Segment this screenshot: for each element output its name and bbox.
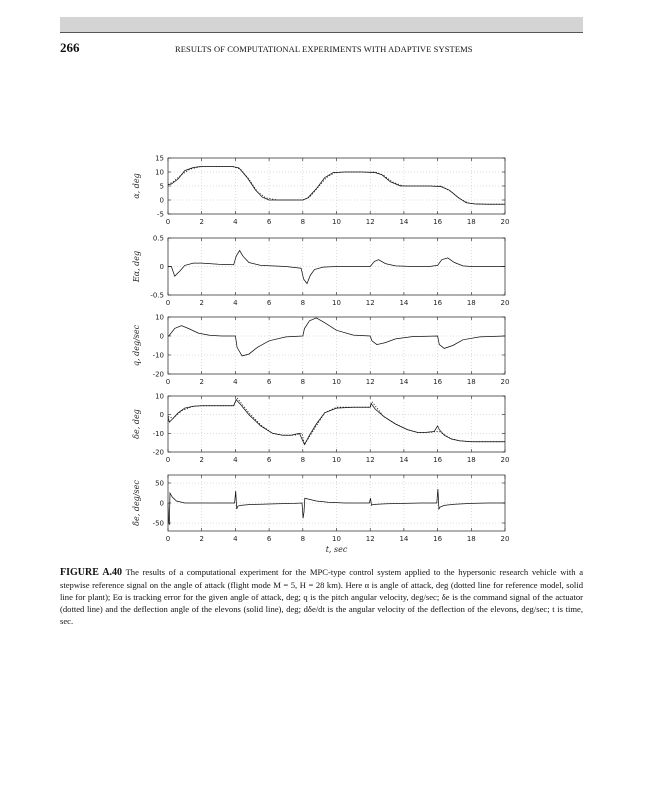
x-tick-label: 2 (199, 456, 204, 464)
x-tick-label: 8 (300, 535, 306, 543)
x-tick-label: 12 (365, 378, 375, 386)
x-tick-label: 10 (332, 535, 341, 543)
x-tick-label: 12 (365, 535, 375, 543)
x-tick-label: 2 (199, 535, 204, 543)
y-tick-label: -0.5 (150, 291, 164, 300)
y-axis-label: δ̇e, deg/sec (132, 480, 141, 526)
x-tick-label: 0 (165, 535, 171, 543)
x-tick-label: 16 (433, 378, 443, 386)
x-tick-label: 10 (332, 456, 341, 464)
x-tick-label: 6 (266, 218, 272, 226)
x-tick-label: 0 (165, 456, 171, 464)
y-axis-label: α, deg (132, 173, 141, 199)
x-tick-label: 2 (199, 378, 204, 386)
x-tick-label: 6 (266, 378, 272, 386)
x-tick-label: 14 (399, 378, 409, 386)
x-tick-label: 4 (233, 535, 238, 543)
caption-text: The results of a computational experiment for the MPC-type control system applied to the hypersonic research vehicle with a stepwise reference signal on the angle of attack (flight mode M = 5, H = 28 km). Here α is angle of attack, deg (dotted line for reference model, solid line for plant); Eα is tracking error for the given angle of attack, deg; q is the pitch angular velocity, deg/sec; δe is the command signal of the actuator (dotted line) and the deflection angle of the elevons (solid line), deg; dδe/dt is the angular velocity of the deflection of the elevons, deg/sec; t is time, sec. (60, 567, 584, 627)
x-tick-label: 12 (365, 218, 375, 226)
x-axis-label: t, sec (325, 545, 348, 554)
x-tick-label: 14 (399, 535, 409, 543)
x-tick-label: 14 (399, 218, 409, 226)
y-tick-label: -5 (157, 210, 164, 219)
y-tick-label: -10 (152, 429, 164, 438)
x-tick-label: 16 (433, 299, 443, 307)
y-tick-label: 0 (159, 263, 164, 271)
x-tick-label: 12 (365, 456, 375, 464)
x-tick-label: 6 (266, 535, 272, 543)
series-line-error (168, 251, 505, 284)
y-tick-label: 0.5 (152, 234, 164, 243)
x-tick-label: 12 (365, 299, 375, 307)
page-number: 266 (60, 40, 80, 55)
x-tick-label: 6 (266, 299, 272, 307)
x-tick-label: 14 (399, 456, 409, 464)
x-tick-label: 0 (165, 218, 171, 226)
y-axis-label: δe, deg (132, 409, 141, 439)
x-tick-label: 4 (233, 456, 238, 464)
y-tick-label: 15 (155, 154, 164, 163)
x-tick-label: 18 (466, 535, 476, 543)
x-tick-label: 10 (332, 378, 341, 386)
running-head: RESULTS OF COMPUTATIONAL EXPERIMENTS WITH ADAPTIVE SYSTEMS (175, 44, 473, 54)
y-tick-label: 10 (155, 168, 164, 177)
x-tick-label: 18 (466, 218, 476, 226)
x-tick-label: 20 (500, 535, 510, 543)
figure-caption (60, 566, 583, 627)
y-tick-label: -10 (152, 351, 164, 360)
x-tick-label: 2 (199, 218, 204, 226)
x-tick-label: 20 (500, 218, 510, 226)
x-tick-label: 16 (433, 218, 443, 226)
x-tick-label: 0 (165, 299, 171, 307)
y-axis-label: q, deg/sec (132, 324, 141, 367)
x-tick-label: 4 (233, 218, 238, 226)
x-tick-label: 2 (199, 299, 204, 307)
x-tick-label: 18 (466, 378, 476, 386)
y-tick-label: -20 (152, 370, 164, 379)
x-tick-label: 18 (466, 456, 476, 464)
x-tick-label: 0 (165, 378, 171, 386)
y-tick-label: 0 (159, 332, 164, 341)
series-line-command (168, 398, 505, 445)
x-tick-label: 18 (466, 299, 476, 307)
y-tick-label: 0 (159, 196, 164, 205)
x-tick-label: 16 (433, 535, 443, 543)
x-tick-label: 10 (332, 299, 341, 307)
y-tick-label: -50 (152, 519, 164, 528)
x-tick-label: 20 (500, 299, 510, 307)
y-tick-label: 5 (159, 182, 164, 191)
series-line-rate (168, 489, 505, 525)
caption-label: FIGURE A.40 (60, 567, 123, 578)
series-line-elevon (168, 400, 505, 445)
x-tick-label: 20 (500, 456, 510, 464)
y-axis-label: Eα, deg (132, 250, 141, 283)
x-tick-label: 4 (233, 378, 238, 386)
x-tick-label: 16 (433, 456, 443, 464)
x-tick-label: 10 (332, 218, 341, 226)
x-tick-label: 8 (300, 456, 306, 464)
x-tick-label: 8 (300, 378, 306, 386)
y-tick-label: 0 (159, 499, 164, 508)
x-tick-label: 6 (266, 456, 272, 464)
x-tick-label: 4 (233, 299, 238, 307)
y-tick-label: 10 (155, 313, 164, 322)
x-tick-label: 20 (500, 378, 510, 386)
y-tick-label: -20 (152, 448, 164, 457)
x-tick-label: 8 (300, 218, 306, 226)
y-tick-label: 50 (155, 479, 164, 488)
y-tick-label: 0 (159, 411, 164, 420)
x-tick-label: 14 (399, 299, 409, 307)
y-tick-label: 10 (155, 392, 164, 401)
x-tick-label: 8 (300, 299, 306, 307)
